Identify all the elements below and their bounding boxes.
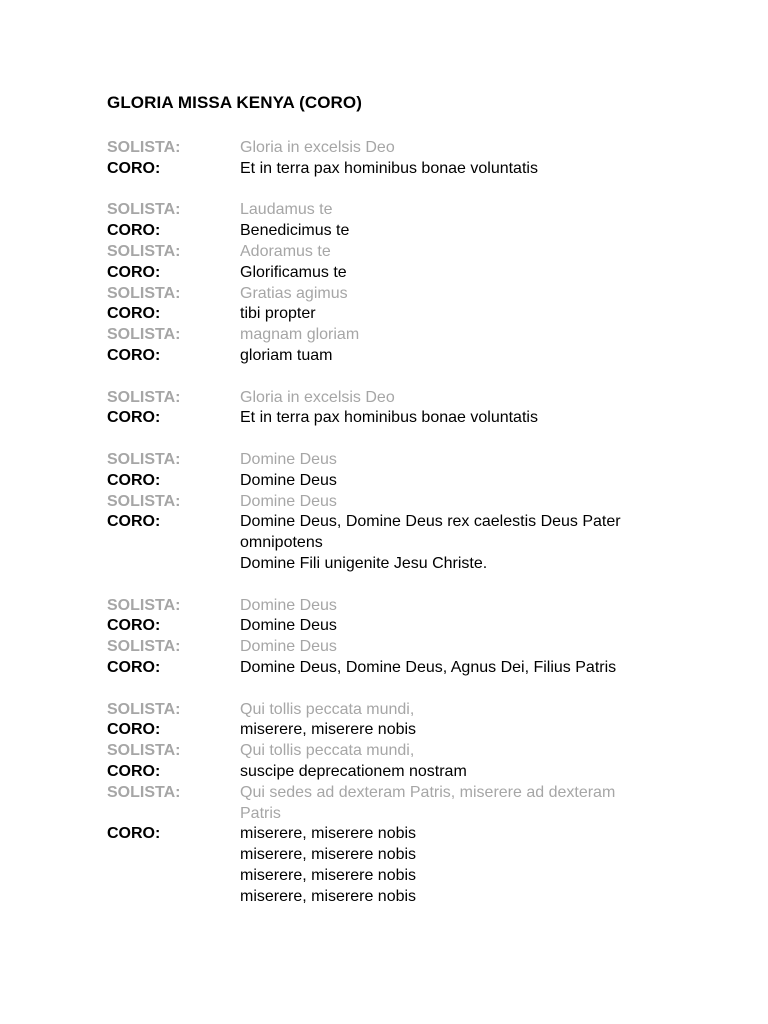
- coro-lyric-line: miserere, miserere nobis: [240, 866, 417, 884]
- solista-row: [107, 741, 707, 762]
- coro-lines: [240, 720, 707, 741]
- coro-lyric-line: miserere, miserere nobis: [240, 825, 417, 843]
- solista-lyric-line: Gratias agimus: [240, 284, 348, 302]
- coro-row: [107, 471, 707, 492]
- solista-speaker-label: SOLISTA:: [107, 638, 181, 656]
- solista-speaker-label: SOLISTA:: [107, 242, 181, 260]
- solista-lines: [240, 700, 707, 721]
- document-page: [107, 92, 707, 928]
- coro-lines: [240, 824, 707, 907]
- coro-lyric-line: miserere, miserere nobis: [240, 887, 417, 905]
- solista-lyric-line: Qui tollis peccata mundi,: [240, 700, 415, 718]
- coro-speaker-label: CORO:: [107, 263, 161, 281]
- solista-lines: [240, 596, 707, 617]
- coro-lyric-line: Glorificamus te: [240, 263, 347, 281]
- coro-lines: [240, 616, 707, 637]
- solista-lines: [240, 138, 707, 159]
- stanza: [107, 138, 707, 180]
- solista-lyric-line: Domine Deus: [240, 638, 337, 656]
- coro-lines: [240, 471, 707, 492]
- solista-row: [107, 325, 707, 346]
- solista-speaker-label: SOLISTA:: [107, 492, 181, 510]
- solista-speaker-label: SOLISTA:: [107, 450, 181, 468]
- solista-row: [107, 450, 707, 471]
- coro-lyric-line: miserere, miserere nobis: [240, 846, 417, 864]
- coro-lyric-line: suscipe deprecationem nostram: [240, 762, 467, 780]
- solista-lines: [240, 242, 707, 263]
- solista-lyric-line: Domine Deus: [240, 596, 337, 614]
- coro-row: [107, 159, 707, 180]
- solista-lines: [240, 388, 707, 409]
- solista-lines: [240, 741, 707, 762]
- coro-row: [107, 221, 707, 242]
- solista-lyric-line: magnam gloriam: [240, 326, 360, 344]
- solista-lines: [240, 200, 707, 221]
- solista-lyric-line: Domine Deus: [240, 450, 337, 468]
- coro-row: [107, 720, 707, 741]
- document-title: GLORIA MISSA KENYA (CORO): [107, 93, 362, 112]
- solista-lyric-line: Qui tollis peccata mundi,: [240, 742, 415, 760]
- solista-speaker-label: SOLISTA:: [107, 326, 181, 344]
- coro-speaker-label: CORO:: [107, 762, 161, 780]
- coro-speaker-label: CORO:: [107, 513, 161, 531]
- coro-lyric-line: miserere, miserere nobis: [240, 721, 417, 739]
- solista-row: [107, 637, 707, 658]
- solista-lyric-line: Gloria in excelsis Deo: [240, 139, 395, 156]
- solista-row: [107, 700, 707, 721]
- solista-lyric-line: Domine Deus: [240, 492, 337, 510]
- coro-speaker-label: CORO:: [107, 159, 161, 177]
- solista-speaker-label: SOLISTA:: [107, 284, 181, 302]
- solista-row: [107, 783, 707, 825]
- solista-lines: [240, 450, 707, 471]
- solista-speaker-label: SOLISTA:: [107, 742, 181, 760]
- coro-speaker-label: CORO:: [107, 346, 161, 364]
- coro-lines: [240, 512, 707, 574]
- solista-row: [107, 242, 707, 263]
- coro-lyric-line: Benedicimus te: [240, 222, 350, 240]
- solista-lines: [240, 325, 707, 346]
- coro-row: [107, 304, 707, 325]
- coro-row: [107, 616, 707, 637]
- solista-lines: [240, 637, 707, 658]
- solista-speaker-label: SOLISTA:: [107, 700, 181, 718]
- coro-row: [107, 263, 707, 284]
- solista-row: [107, 200, 707, 221]
- solista-row: [107, 388, 707, 409]
- solista-lines: [240, 492, 707, 513]
- solista-lyric-line: Qui sedes ad dexteram Patris, miserere ad dexteram: [240, 783, 616, 801]
- stanza: [107, 388, 707, 430]
- coro-lyric-line: tibi propter: [240, 305, 316, 323]
- coro-row: [107, 824, 707, 907]
- lyrics-body: [107, 138, 707, 907]
- coro-row: [107, 512, 707, 574]
- solista-speaker-label: SOLISTA:: [107, 388, 181, 406]
- solista-lyric-line: Adoramus te: [240, 242, 331, 260]
- coro-lines: [240, 346, 707, 367]
- coro-lines: [240, 762, 707, 783]
- coro-speaker-label: CORO:: [107, 222, 161, 240]
- stanza: [107, 700, 707, 908]
- solista-speaker-label: SOLISTA:: [107, 139, 181, 156]
- coro-lyric-line: Et in terra pax hominibus bonae voluntatis: [240, 159, 538, 177]
- solista-row: [107, 284, 707, 305]
- coro-row: [107, 346, 707, 367]
- coro-lines: [240, 408, 707, 429]
- solista-speaker-label: SOLISTA:: [107, 596, 181, 614]
- solista-speaker-label: SOLISTA:: [107, 201, 181, 219]
- coro-lyric-line: Domine Deus, Domine Deus, Agnus Dei, Filius Patris: [240, 658, 617, 676]
- coro-lyric-line: Domine Deus: [240, 617, 337, 635]
- solista-lyric-line: Patris: [240, 804, 281, 822]
- coro-lyric-line: Domine Fili unigenite Jesu Christe.: [240, 554, 488, 572]
- solista-speaker-label: SOLISTA:: [107, 783, 181, 801]
- solista-lines: [240, 783, 707, 825]
- coro-lyric-line: Domine Deus: [240, 471, 337, 489]
- solista-lyric-line: Gloria in excelsis Deo: [240, 388, 395, 406]
- stanza: [107, 450, 707, 575]
- coro-lyric-line: gloriam tuam: [240, 346, 333, 364]
- coro-speaker-label: CORO:: [107, 825, 161, 843]
- stanza: [107, 596, 707, 679]
- solista-row: [107, 596, 707, 617]
- coro-lines: [240, 263, 707, 284]
- solista-row: [107, 492, 707, 513]
- solista-lines: [240, 284, 707, 305]
- coro-row: [107, 408, 707, 429]
- coro-lyric-line: Domine Deus, Domine Deus rex caelestis Deus Pater: [240, 513, 621, 531]
- coro-speaker-label: CORO:: [107, 305, 161, 323]
- coro-lines: [240, 304, 707, 325]
- coro-speaker-label: CORO:: [107, 658, 161, 676]
- coro-speaker-label: CORO:: [107, 617, 161, 635]
- solista-lyric-line: Laudamus te: [240, 201, 333, 219]
- coro-lines: [240, 658, 707, 679]
- coro-speaker-label: CORO:: [107, 721, 161, 739]
- stanza: [107, 200, 707, 366]
- coro-lines: [240, 159, 707, 180]
- coro-lyric-line: omnipotens: [240, 534, 323, 552]
- solista-row: [107, 138, 707, 159]
- coro-speaker-label: CORO:: [107, 409, 161, 427]
- coro-row: [107, 658, 707, 679]
- coro-lyric-line: Et in terra pax hominibus bonae voluntatis: [240, 409, 538, 427]
- coro-speaker-label: CORO:: [107, 471, 161, 489]
- coro-lines: [240, 221, 707, 242]
- coro-row: [107, 762, 707, 783]
